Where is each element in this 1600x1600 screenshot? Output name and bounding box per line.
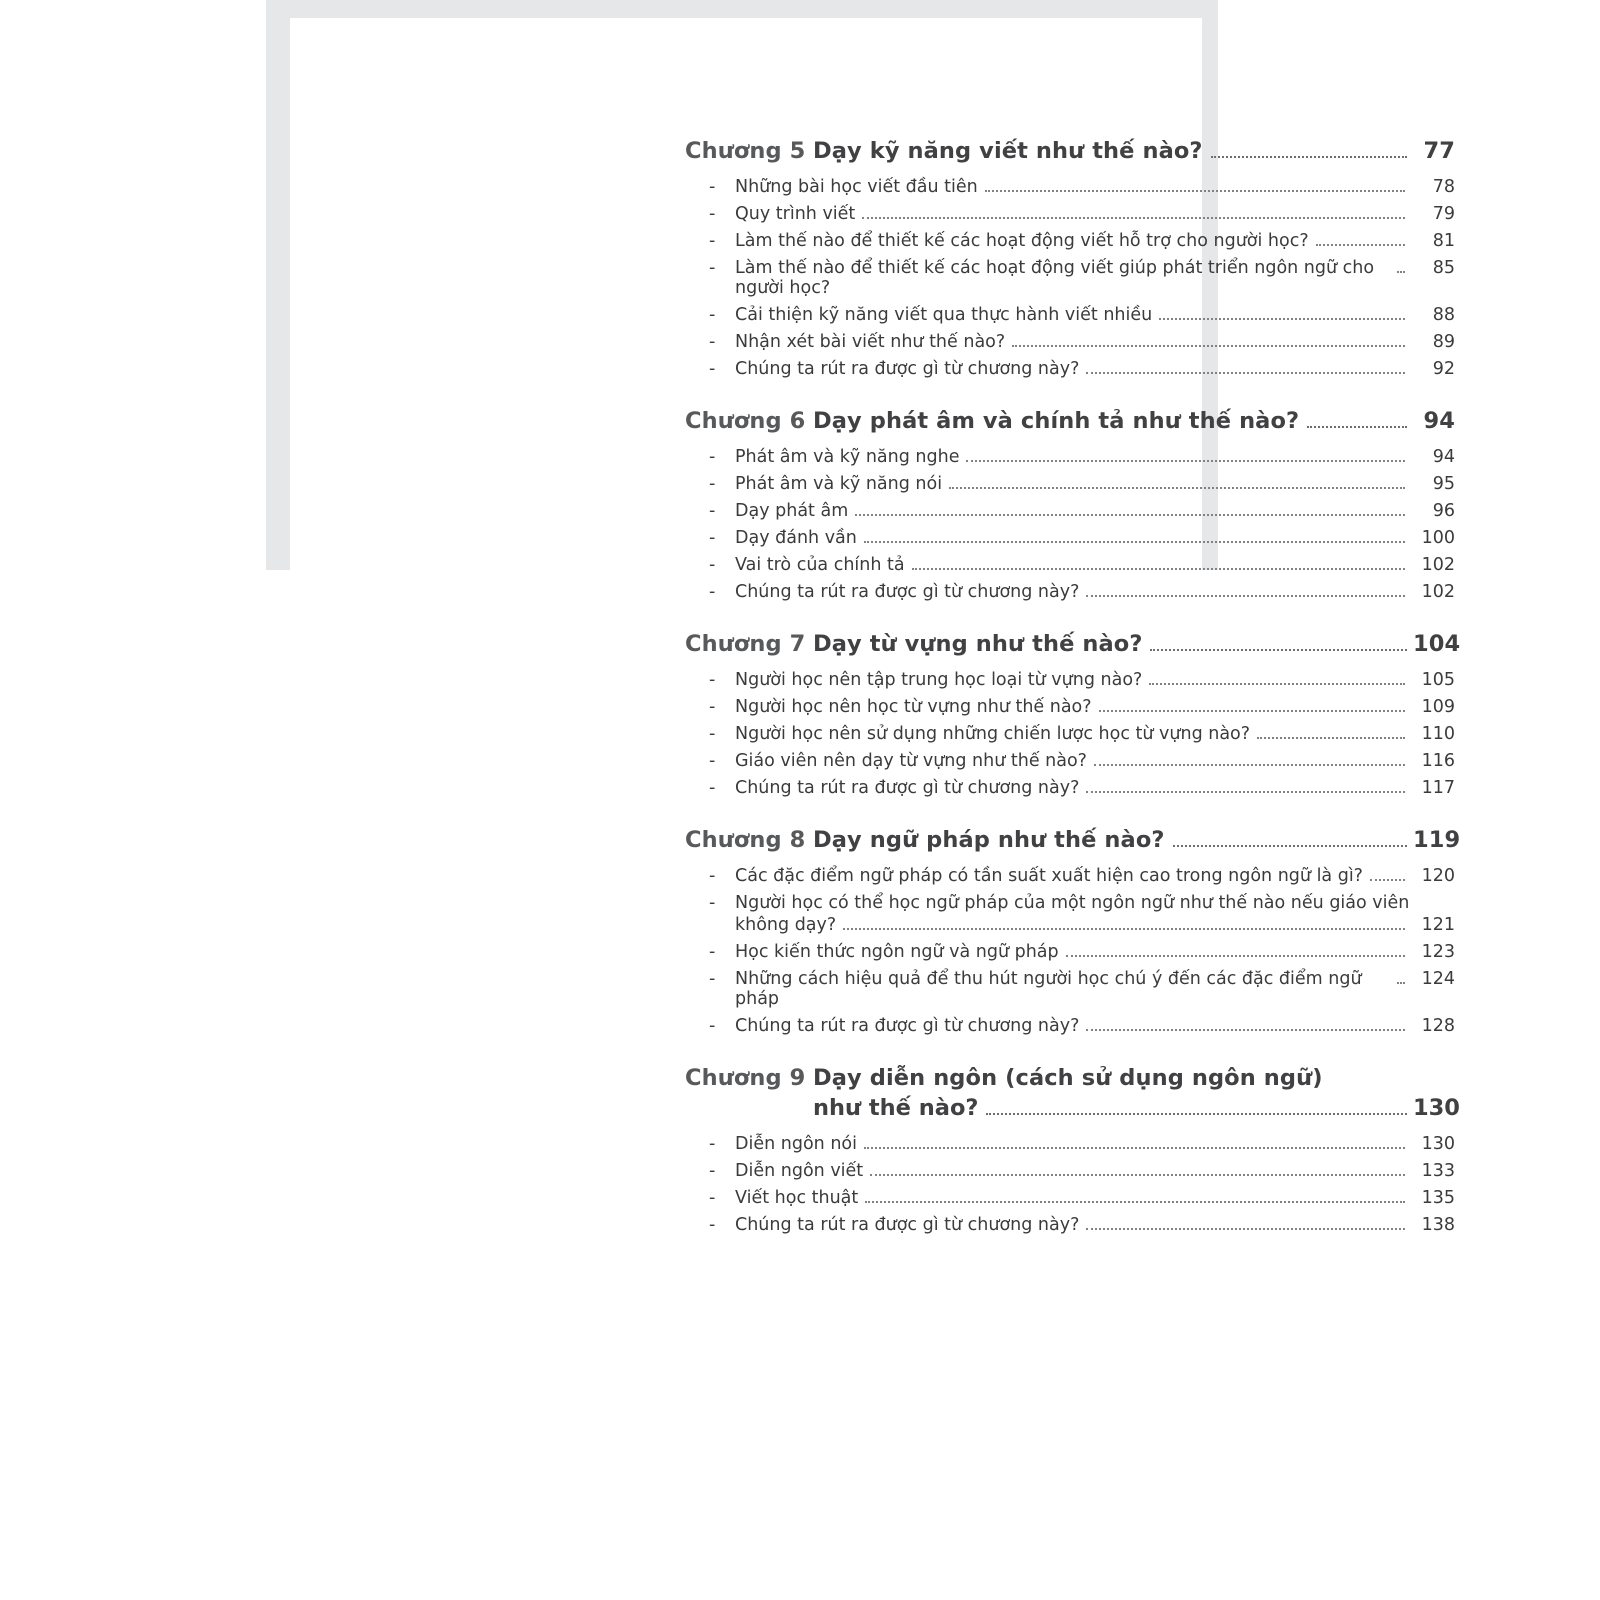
- dot-leader: [864, 541, 1405, 543]
- toc-entry-page-number: 133: [1421, 1160, 1455, 1181]
- toc-entry-text: Cải thiện kỹ năng viết qua thực hành viết nhiều: [735, 304, 1153, 325]
- dot-leader: [865, 1201, 1405, 1203]
- toc-entry[interactable]: [685, 1157, 1455, 1184]
- toc-entry-text: Chúng ta rút ra được gì từ chương này?: [735, 777, 1080, 798]
- dot-leader: [1173, 845, 1407, 847]
- dot-leader: [1099, 710, 1405, 712]
- toc-entry-page-number: 95: [1432, 473, 1455, 494]
- toc-chapter-heading[interactable]: [685, 1065, 1455, 1091]
- bullet-dash-icon: -: [709, 473, 716, 494]
- toc-entry-list: [685, 1130, 1455, 1238]
- toc-entry[interactable]: [685, 1012, 1455, 1039]
- toc-entry-page-number: 81: [1432, 230, 1455, 251]
- toc-chapter-title: Dạy ngữ pháp như thế nào?: [813, 827, 1165, 853]
- bullet-dash-icon: -: [709, 723, 716, 744]
- toc-entry-text: Vai trò của chính tả: [735, 554, 905, 575]
- toc-entry-page-number: 88: [1432, 304, 1455, 325]
- toc-entry[interactable]: [685, 524, 1455, 551]
- toc-chapter-page-number: 130: [1413, 1095, 1460, 1121]
- dot-leader: [1086, 1228, 1405, 1230]
- toc-entry-text: Những bài học viết đầu tiên: [735, 176, 978, 197]
- toc-entry[interactable]: [685, 200, 1455, 227]
- toc-chapter-label: Chương 5: [685, 138, 806, 164]
- bullet-dash-icon: -: [709, 527, 716, 548]
- toc-entry[interactable]: [685, 666, 1455, 693]
- bullet-dash-icon: -: [709, 176, 716, 197]
- bullet-dash-icon: -: [709, 1160, 716, 1181]
- toc-chapter-heading[interactable]: [685, 408, 1455, 434]
- toc-entry-list: [685, 173, 1455, 382]
- dot-leader: [1066, 955, 1405, 957]
- toc-entry[interactable]: [685, 889, 1455, 938]
- toc-entry[interactable]: [685, 862, 1455, 889]
- dot-leader: [1397, 982, 1405, 984]
- toc-entry-page-number: 124: [1421, 968, 1455, 989]
- toc-entry[interactable]: [685, 1184, 1455, 1211]
- toc-entry[interactable]: [685, 720, 1455, 747]
- toc-entry-text: Phát âm và kỹ năng nói: [735, 473, 943, 494]
- toc-chapter-block: [685, 138, 1455, 382]
- toc-entry[interactable]: [685, 443, 1455, 470]
- dot-leader: [1086, 372, 1405, 374]
- toc-entry-page-number: 110: [1421, 723, 1455, 744]
- dot-leader: [966, 460, 1405, 462]
- toc-entry-page-number: 135: [1421, 1187, 1455, 1208]
- toc-entry[interactable]: [685, 965, 1455, 1012]
- dot-leader: [949, 487, 1405, 489]
- toc-chapter-block: [685, 408, 1455, 605]
- bullet-dash-icon: -: [709, 1133, 716, 1154]
- toc-entry-page-number: 121: [1421, 914, 1455, 935]
- toc-entry-page-number: 94: [1432, 446, 1455, 467]
- toc-entry[interactable]: [685, 301, 1455, 328]
- toc-entry-text: Diễn ngôn nói: [735, 1133, 857, 1154]
- toc-entry-text: Nhận xét bài viết như thế nào?: [735, 331, 1006, 352]
- toc-entry-list: [685, 666, 1455, 801]
- toc-entry[interactable]: [685, 693, 1455, 720]
- bullet-dash-icon: -: [709, 941, 716, 962]
- toc-entry-page-number: 123: [1421, 941, 1455, 962]
- toc-entry[interactable]: [685, 1211, 1455, 1238]
- toc-chapter-title: Dạy phát âm và chính tả như thế nào?: [813, 408, 1300, 434]
- dot-leader: [1094, 764, 1405, 766]
- toc-chapter-block: [685, 827, 1461, 1039]
- bullet-dash-icon: -: [709, 554, 716, 575]
- toc-entry[interactable]: [685, 328, 1455, 355]
- toc-entry-page-number: 128: [1421, 1015, 1455, 1036]
- bullet-dash-icon: -: [709, 581, 716, 602]
- toc-entry-text: Chúng ta rút ra được gì từ chương này?: [735, 1214, 1080, 1235]
- dot-leader: [1316, 244, 1405, 246]
- dot-leader: [1086, 595, 1405, 597]
- bullet-dash-icon: -: [709, 331, 716, 352]
- toc-entry-text: Diễn ngôn viết: [735, 1160, 864, 1181]
- toc-chapter-title: Dạy diễn ngôn (cách sử dụng ngôn ngữ): [813, 1065, 1323, 1091]
- toc-entry-text: Người học nên sử dụng những chiến lược học từ vựng nào?: [735, 723, 1251, 744]
- toc-entry-text: Làm thế nào để thiết kế các hoạt động viết giúp phát triển ngôn ngữ cho người học?: [735, 257, 1375, 298]
- toc-entry-text: Chúng ta rút ra được gì từ chương này?: [735, 358, 1080, 379]
- toc-entry-text: Người học có thể học ngữ pháp của một ngôn ngữ như thế nào nếu giáo viên: [735, 892, 1410, 913]
- toc-entry-text-continuation: không dạy?: [735, 914, 837, 935]
- toc-entry-page-number: 117: [1421, 777, 1455, 798]
- toc-entry-page-number: 100: [1421, 527, 1455, 548]
- toc-entry[interactable]: [685, 254, 1455, 301]
- toc-entry[interactable]: [685, 578, 1455, 605]
- toc-entry-page-number: 89: [1432, 331, 1455, 352]
- toc-entry[interactable]: [685, 747, 1455, 774]
- dot-leader: [864, 1147, 1405, 1149]
- toc-entry[interactable]: [685, 1130, 1455, 1157]
- toc-entry-page-number: 138: [1421, 1214, 1455, 1235]
- toc-entry-line2: [685, 915, 1455, 935]
- toc-chapter-title-wrap: [813, 827, 1461, 853]
- bullet-dash-icon: -: [709, 446, 716, 467]
- toc-entry[interactable]: [685, 355, 1455, 382]
- toc-entry-line1: [685, 893, 1455, 913]
- toc-chapter-label: Chương 8: [685, 827, 806, 853]
- toc-entry-page-number: 116: [1421, 750, 1455, 771]
- toc-entry[interactable]: [685, 774, 1455, 801]
- bullet-dash-icon: -: [709, 1187, 716, 1208]
- toc-entry-text: Học kiến thức ngôn ngữ và ngữ pháp: [735, 941, 1059, 962]
- bullet-dash-icon: -: [709, 696, 716, 717]
- toc-entry-text: Giáo viên nên dạy từ vựng như thế nào?: [735, 750, 1087, 771]
- toc-chapter-block: [685, 631, 1461, 801]
- toc-entry-page-number: 92: [1432, 358, 1455, 379]
- bullet-dash-icon: -: [709, 1214, 716, 1235]
- toc-chapter-page-number: 119: [1413, 827, 1461, 853]
- toc-entry-text: Dạy phát âm: [735, 500, 849, 521]
- toc-entry-text: Phát âm và kỹ năng nghe: [735, 446, 960, 467]
- toc-entry[interactable]: [685, 470, 1455, 497]
- dot-leader: [870, 1174, 1405, 1176]
- toc-chapter-title-wrap: [813, 631, 1461, 657]
- toc-chapter-heading[interactable]: [685, 138, 1455, 164]
- toc-chapter-title: Dạy từ vựng như thế nào?: [813, 631, 1143, 657]
- dot-leader: [855, 514, 1405, 516]
- toc-entry-page-number: 130: [1421, 1133, 1455, 1154]
- toc-chapter-title-wrap: [813, 138, 1455, 164]
- bullet-dash-icon: -: [709, 304, 716, 325]
- toc-entry-page-number: 105: [1421, 669, 1455, 690]
- dot-leader: [1307, 426, 1407, 428]
- toc-entry-page-number: 120: [1421, 865, 1455, 886]
- toc-chapter-label: Chương 6: [685, 408, 806, 434]
- toc-chapter-block: [685, 1065, 1460, 1238]
- toc-entry-text: Người học nên học từ vựng như thế nào?: [735, 696, 1092, 717]
- toc-entry-text: Viết học thuật: [735, 1187, 859, 1208]
- bullet-dash-icon: -: [709, 257, 716, 278]
- toc-chapter-title-line2: như thế nào?: [813, 1095, 979, 1121]
- toc-entry-page-number: 79: [1432, 203, 1455, 224]
- toc-entry-text: Chúng ta rút ra được gì từ chương này?: [735, 581, 1080, 602]
- toc-chapter-page-number: 104: [1413, 631, 1461, 657]
- bullet-dash-icon: -: [709, 968, 716, 989]
- toc-entry-text: Dạy đánh vần: [735, 527, 857, 548]
- bullet-dash-icon: -: [709, 203, 716, 224]
- toc-chapter-heading-continuation[interactable]: [685, 1095, 1460, 1121]
- toc-chapter-title-wrap: [813, 408, 1455, 434]
- toc-entry-list: [685, 862, 1455, 1039]
- bullet-dash-icon: -: [709, 358, 716, 379]
- table-of-contents: [685, 138, 1461, 1264]
- toc-entry[interactable]: [685, 227, 1455, 254]
- bullet-dash-icon: -: [709, 777, 716, 798]
- dot-leader: [1012, 345, 1405, 347]
- toc-entry-page-number: 109: [1421, 696, 1455, 717]
- bullet-dash-icon: -: [709, 500, 716, 521]
- dot-leader: [1397, 271, 1405, 273]
- bullet-dash-icon: -: [709, 1015, 716, 1036]
- toc-entry[interactable]: [685, 497, 1455, 524]
- toc-entry-text: Làm thế nào để thiết kế các hoạt động viết hỗ trợ cho người học?: [735, 230, 1309, 251]
- toc-chapter-heading[interactable]: [685, 827, 1461, 853]
- toc-entry-page-number: 102: [1421, 581, 1455, 602]
- toc-entry[interactable]: [685, 551, 1455, 578]
- dot-leader: [1211, 156, 1407, 158]
- bullet-dash-icon: -: [709, 750, 716, 771]
- toc-chapter-title-wrap: [813, 1065, 1455, 1091]
- toc-entry-text: Quy trình viết: [735, 203, 856, 224]
- dot-leader: [1086, 1029, 1405, 1031]
- dot-leader: [1086, 791, 1405, 793]
- dot-leader: [1370, 879, 1405, 881]
- toc-chapter-heading[interactable]: [685, 631, 1461, 657]
- dot-leader: [843, 928, 1405, 930]
- toc-chapter-title: Dạy kỹ năng viết như thế nào?: [813, 138, 1203, 164]
- toc-entry-page-number: 102: [1421, 554, 1455, 575]
- toc-entry-page-number: 96: [1432, 500, 1455, 521]
- dot-leader: [862, 217, 1405, 219]
- dot-leader: [985, 190, 1405, 192]
- toc-entry[interactable]: [685, 173, 1455, 200]
- toc-entry[interactable]: [685, 938, 1455, 965]
- book-page: [290, 18, 1461, 1578]
- dot-leader: [1257, 737, 1405, 739]
- dot-leader: [1159, 318, 1405, 320]
- bullet-dash-icon: -: [709, 892, 716, 913]
- toc-chapter-page-number: 77: [1423, 138, 1455, 164]
- toc-entry-text: Chúng ta rút ra được gì từ chương này?: [735, 1015, 1080, 1036]
- toc-entry-page-number: 78: [1432, 176, 1455, 197]
- toc-entry-text: Người học nên tập trung học loại từ vựng nào?: [735, 669, 1143, 690]
- dot-leader: [912, 568, 1405, 570]
- bullet-dash-icon: -: [709, 669, 716, 690]
- toc-entry-page-number: 85: [1432, 257, 1455, 278]
- dot-leader: [1149, 683, 1405, 685]
- toc-entry-text: Những cách hiệu quả để thu hút người học chú ý đến các đặc điểm ngữ pháp: [735, 968, 1362, 1009]
- dot-leader: [1150, 649, 1407, 651]
- toc-chapter-label: Chương 7: [685, 631, 806, 657]
- bullet-dash-icon: -: [709, 230, 716, 251]
- toc-entry-list: [685, 443, 1455, 605]
- toc-chapter-label: Chương 9: [685, 1065, 806, 1091]
- toc-entry-text: Các đặc điểm ngữ pháp có tần suất xuất hiện cao trong ngôn ngữ là gì?: [735, 865, 1363, 886]
- dot-leader: [986, 1113, 1407, 1115]
- bullet-dash-icon: -: [709, 865, 716, 886]
- toc-chapter-page-number: 94: [1423, 408, 1455, 434]
